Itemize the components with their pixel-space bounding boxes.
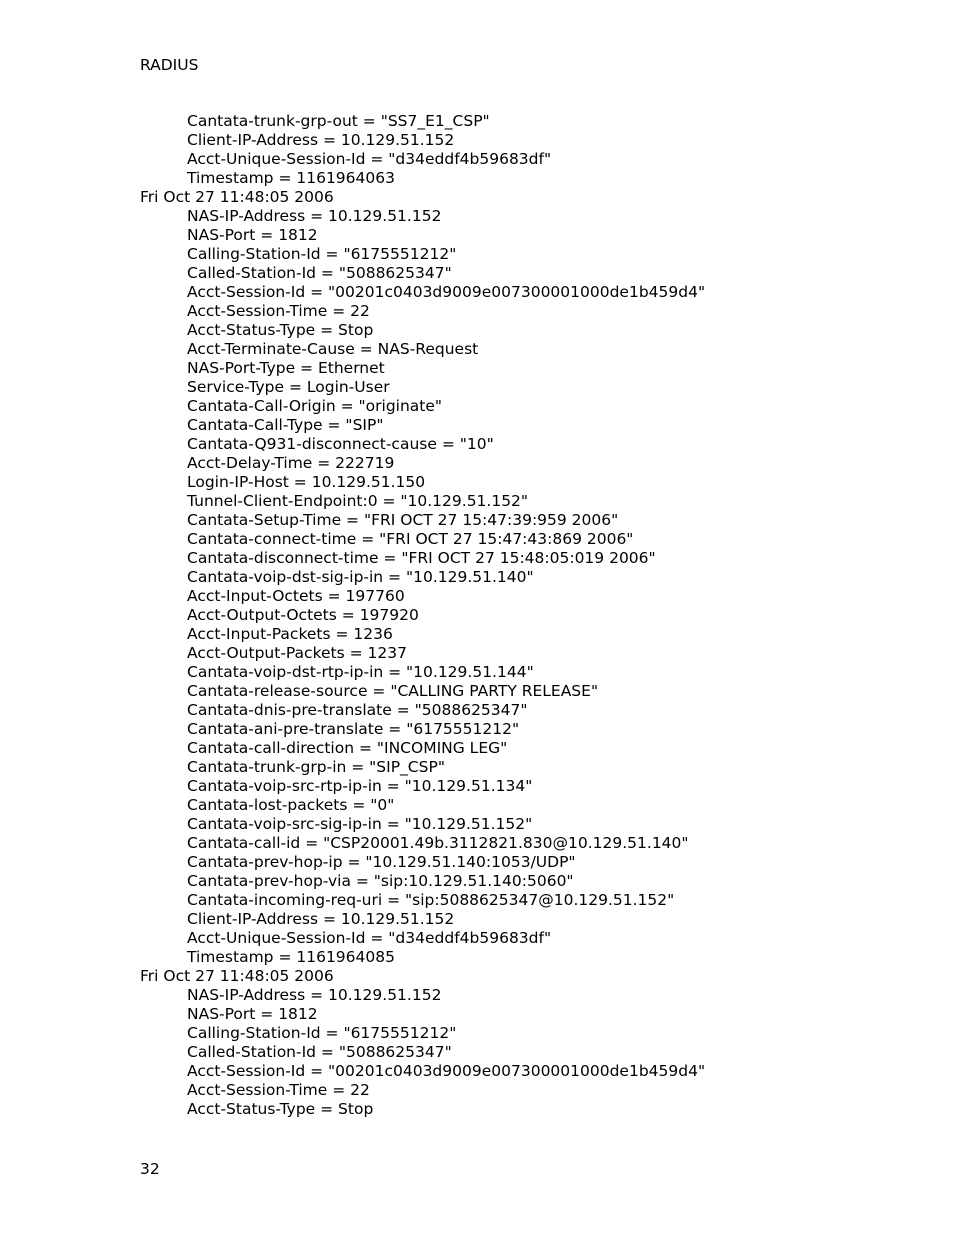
log-attribute-line: Acct-Terminate-Cause = NAS-Request	[187, 340, 479, 358]
log-attribute-line: Calling-Station-Id = "6175551212"	[187, 1024, 457, 1042]
log-attribute-line: Cantata-call-direction = "INCOMING LEG"	[187, 739, 508, 757]
log-attribute-line: Cantata-voip-src-sig-ip-in = "10.129.51.152"	[187, 815, 533, 833]
page-number: 32	[140, 1160, 160, 1178]
log-attribute-line: Service-Type = Login-User	[187, 378, 390, 396]
log-attribute-line: Cantata-call-id = "CSP20001.49b.3112821.830@10.129.51.140"	[187, 834, 689, 852]
log-attribute-line: Cantata-prev-hop-via = "sip:10.129.51.140:5060"	[187, 872, 574, 890]
log-attribute-line: Acct-Status-Type = Stop	[187, 1100, 374, 1118]
log-attribute-line: Acct-Status-Type = Stop	[187, 321, 374, 339]
log-attribute-line: Timestamp = 1161964063	[187, 169, 395, 187]
log-attribute-line: Cantata-voip-dst-rtp-ip-in = "10.129.51.144"	[187, 663, 534, 681]
log-attribute-line: Acct-Session-Time = 22	[187, 302, 370, 320]
log-attribute-line: Calling-Station-Id = "6175551212"	[187, 245, 457, 263]
running-header: RADIUS	[140, 56, 199, 74]
log-attribute-line: Acct-Unique-Session-Id = "d34eddf4b59683df"	[187, 150, 552, 168]
log-attribute-line: Cantata-Call-Origin = "originate"	[187, 397, 443, 415]
log-timestamp-line: Fri Oct 27 11:48:05 2006	[140, 967, 334, 985]
log-attribute-line: Acct-Input-Packets = 1236	[187, 625, 393, 643]
log-attribute-line: Login-IP-Host = 10.129.51.150	[187, 473, 426, 491]
log-attribute-line: Cantata-Setup-Time = "FRI OCT 27 15:47:39:959 2006"	[187, 511, 619, 529]
log-attribute-line: Acct-Unique-Session-Id = "d34eddf4b59683df"	[187, 929, 552, 947]
log-attribute-line: NAS-Port-Type = Ethernet	[187, 359, 385, 377]
log-attribute-line: Cantata-trunk-grp-in = "SIP_CSP"	[187, 758, 445, 776]
log-attribute-line: Cantata-trunk-grp-out = "SS7_E1_CSP"	[187, 112, 490, 130]
log-attribute-line: Tunnel-Client-Endpoint:0 = "10.129.51.152"	[187, 492, 529, 510]
log-attribute-line: NAS-Port = 1812	[187, 1005, 318, 1023]
log-attribute-line: Called-Station-Id = "5088625347"	[187, 264, 452, 282]
log-attribute-line: Timestamp = 1161964085	[187, 948, 395, 966]
log-attribute-line: Cantata-disconnect-time = "FRI OCT 27 15:48:05:019 2006"	[187, 549, 656, 567]
log-attribute-line: Client-IP-Address = 10.129.51.152	[187, 910, 455, 928]
log-attribute-line: Cantata-Q931-disconnect-cause = "10"	[187, 435, 494, 453]
log-attribute-line: Acct-Session-Time = 22	[187, 1081, 370, 1099]
log-attribute-line: Acct-Session-Id = "00201c0403d9009e007300001000de1b459d4"	[187, 283, 706, 301]
log-attribute-line: Cantata-incoming-req-uri = "sip:5088625347@10.129.51.152"	[187, 891, 675, 909]
log-attribute-line: Cantata-lost-packets = "0"	[187, 796, 395, 814]
log-attribute-line: Acct-Delay-Time = 222719	[187, 454, 395, 472]
log-attribute-line: Cantata-dnis-pre-translate = "5088625347"	[187, 701, 528, 719]
log-attribute-line: Cantata-voip-dst-sig-ip-in = "10.129.51.140"	[187, 568, 534, 586]
log-attribute-line: Acct-Input-Octets = 197760	[187, 587, 405, 605]
log-attribute-line: Acct-Session-Id = "00201c0403d9009e007300001000de1b459d4"	[187, 1062, 706, 1080]
log-attribute-line: NAS-IP-Address = 10.129.51.152	[187, 986, 442, 1004]
log-attribute-line: Acct-Output-Packets = 1237	[187, 644, 407, 662]
log-attribute-line: Cantata-ani-pre-translate = "6175551212"	[187, 720, 520, 738]
log-attribute-line: Cantata-release-source = "CALLING PARTY RELEASE"	[187, 682, 599, 700]
log-timestamp-line: Fri Oct 27 11:48:05 2006	[140, 188, 334, 206]
log-attribute-line: Client-IP-Address = 10.129.51.152	[187, 131, 455, 149]
log-attribute-line: NAS-IP-Address = 10.129.51.152	[187, 207, 442, 225]
log-attribute-line: Acct-Output-Octets = 197920	[187, 606, 419, 624]
log-attribute-line: Cantata-prev-hop-ip = "10.129.51.140:1053/UDP"	[187, 853, 576, 871]
log-attribute-line: Cantata-Call-Type = "SIP"	[187, 416, 384, 434]
radius-log-listing	[140, 112, 920, 1119]
log-attribute-line: NAS-Port = 1812	[187, 226, 318, 244]
log-attribute-line: Cantata-voip-src-rtp-ip-in = "10.129.51.134"	[187, 777, 533, 795]
log-attribute-line: Cantata-connect-time = "FRI OCT 27 15:47:43:869 2006"	[187, 530, 634, 548]
log-attribute-line: Called-Station-Id = "5088625347"	[187, 1043, 452, 1061]
